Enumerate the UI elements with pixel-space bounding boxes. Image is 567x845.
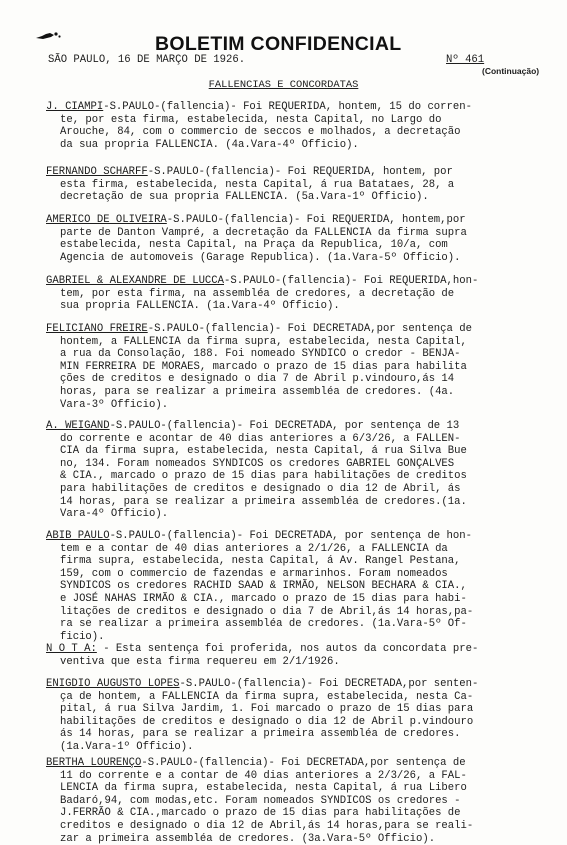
entry-name: ENIGDIO AUGUSTO LOPES: [46, 678, 180, 690]
entry-enigdio-augusto-lopes: [46, 678, 478, 754]
entry-line: LENCIA da firma supra, estabelecida, nesta Capital, á rua Libero: [60, 782, 467, 795]
entry-line: - Esta sentença foi proferida, nos autos da concordata pre-: [96, 643, 479, 655]
entry-line: ás 14 horas, para se realizar a primeira assembléa de credores.: [60, 728, 461, 741]
entry-line: -S.PAULO-(fallencia)- Foi REQUERIDA, hontem, por: [147, 166, 453, 178]
entry-line: 14 horas, para se realizar a primeira assembléa de credores.(1a.: [60, 495, 467, 508]
entry-line: firma supra, estabelecida, nesta Capital, á Av. Rangel Pestana,: [60, 555, 461, 568]
entry-abib-paulo: [46, 530, 473, 643]
entry-line: ventiva que esta firma requereu em 2/1/1926.: [60, 655, 340, 668]
entry-americo-de-oliveira: [46, 214, 467, 264]
entry-line: CIA da firma supra, estabelecida, nesta Capital, á rua Silva Bue: [60, 445, 467, 458]
entry-line: ra se realizar a primeira assembléa de credores. (1a.Vara-5º Of-: [60, 618, 467, 631]
entry-line: litações de creditos e designado o dia 7 de Abril,ás 14 horas,pa-: [60, 605, 474, 618]
note-label: N O T A:: [46, 643, 97, 655]
entry-line: pital, á rua Silva Jardim, 1. Foi marcado o prazo de 15 dias para: [60, 703, 474, 716]
entry-line: estabelecida, nesta Capital, na Praça da Republica, 10/a, com: [60, 239, 448, 252]
entry-line: esta firma, estabelecida, nesta Capital, á rua Batataes, 28, a: [60, 178, 455, 191]
entry-line: -S.PAULO-(fallencia)- Foi REQUERIDA, hontem, 15 do corren-: [103, 101, 472, 113]
entry-line: sua propria FALLENCIA. (1a.Vara-4º Officio).: [60, 300, 340, 313]
entry-name: AMERICO DE OLIVEIRA: [46, 214, 167, 226]
entry-line: Badaró,94, com modas,etc. Foram nomeados SYNDICOS os credores -: [60, 794, 461, 807]
entry-line: -S.PAULO-(fallencia)- Foi DECRETADA, por sentença de hon-: [109, 530, 472, 542]
entry-line: habilitações de creditos e designado o dia 12 de Abril p.vindouro: [60, 715, 474, 728]
entry-name: ABIB PAULO: [46, 530, 110, 542]
entry-line: ça de hontem, a FALLENCIA da firma supra, estabelecida, nesta Ca-: [60, 690, 474, 703]
entry-line: e JOSÉ NAHAS IRMÃO & CIA., marcado o prazo de 15 dias para habi-: [60, 592, 467, 605]
continuation-label: (Continuação): [482, 66, 540, 76]
entry-feliciano-freire: [46, 323, 472, 411]
entry-name: BERTHA LOURENÇO: [46, 757, 142, 769]
bulletin-number: Nº 461: [446, 54, 485, 66]
entry-line: ficio).: [60, 630, 105, 643]
document-title: BOLETIM CONFIDENCIAL: [155, 33, 402, 55]
entry-line: para habilitações de creditos e designado o dia 12 de Abril, ás: [60, 482, 461, 495]
entry-name: J. CIAMPI: [46, 101, 104, 113]
ink-blot-mark: [34, 30, 64, 42]
entry-line: zar a primeira assembléa de credores. (3a.Vara-5º Officio).: [60, 832, 436, 845]
entry-line: creditos e designado o dia 12 de Abril,ás 14 horas,para se reali-: [60, 819, 474, 832]
entry-line: -S.PAULO-(fallencia)- Foi DECRETADA,por sentença de: [141, 757, 466, 769]
entry-line: a rua da Consolação, 188. Foi nomeado SYNDICO o credor - BENJA-: [60, 348, 461, 361]
entry-line: tem e a contar de 40 dias anteriores a 2/1/26, a FALLENCIA da: [60, 542, 448, 555]
entry-j-ciampi: [46, 101, 472, 151]
entry-name: GABRIEL & ALEXANDRE DE LUCCA: [46, 275, 225, 287]
entry-line: MIN FERREIRA DE MORAES, marcado o prazo de 15 dias para habilita: [60, 360, 467, 373]
section-heading: FALLENCIAS E CONCORDATAS: [208, 79, 359, 91]
entry-line: & CIA., marcado o prazo de 15 dias para habilitações de creditos: [60, 470, 467, 483]
entry-name: FERNANDO SCHARFF: [46, 166, 148, 178]
entry-a-weigand: [46, 420, 467, 521]
entry-line: hontem, a FALLENCIA da firma supra, estabelecida, nesta Capital,: [60, 335, 467, 348]
entry-line: te, por esta firma, estabelecida, nesta Capital, no Largo do: [60, 113, 442, 126]
entry-nota: [46, 643, 478, 668]
entry-line: Vara-4º Officio).: [60, 508, 169, 521]
entry-line: -S.PAULO-(fallencia)- Foi DECRETADA, por sentença de 13: [109, 420, 460, 432]
place-and-date: SÃO PAULO, 16 DE MARÇO DE 1926.: [48, 54, 246, 66]
entry-line: -S.PAULO-(fallencia)- Foi DECRETADA,por sentença de: [147, 323, 472, 335]
entry-line: J.FERRÃO & CIA.,marcado o prazo de 15 dias para habilitações de: [60, 807, 461, 820]
entry-line: Arouche, 84, com o commercio de seccos e molhados, a decretação: [60, 126, 461, 139]
entry-line: do corrente e acontar de 40 dias anteriores a 6/3/26, a FALLEN-: [60, 432, 461, 445]
entry-line: -S.PAULO-(fallencia)- Foi REQUERIDA,hon-: [224, 275, 479, 287]
entry-line: (1a.Vara-1º Officio).: [60, 740, 194, 753]
entry-name: FELICIANO FREIRE: [46, 323, 148, 335]
entry-fernando-scharff: [46, 166, 454, 204]
entry-line: 159, com o commercio de fazendas e armarinhos. Foram nomeados: [60, 567, 448, 580]
entry-line: -S.PAULO-(fallencia)- Foi DECRETADA,por senten-: [179, 678, 479, 690]
entry-gabriel-alexandre-de-lucca: [46, 275, 478, 313]
entry-line: da sua propria FALLENCIA. (4a.Vara-4º Officio).: [60, 138, 359, 151]
entry-bertha-lourenco: [46, 757, 473, 845]
entry-line: 11 do corrente e a contar de 40 dias anteriores a 2/3/26, a FAL-: [60, 769, 467, 782]
entry-line: decretação de sua propria FALLENCIA. (5a.Vara-1º Officio).: [60, 191, 429, 204]
entry-line: horas, para se realizar a primeira assembléa de credores. (4a.: [60, 385, 455, 398]
entry-line: tem, por esta firma, na assembléa de credores, a decretação de: [60, 287, 455, 300]
entry-line: parte de Danton Vampré, a decretação da FALLENCIA da firma supra: [60, 226, 467, 239]
entry-line: -S.PAULO-(fallencia)- Foi REQUERIDA, hontem,por: [166, 214, 466, 226]
entry-line: Agencia de automoveis (Garage Republica). (1a.Vara-5º Officio).: [60, 251, 461, 264]
entry-line: ções de creditos e designado o dia 7 de Abril p.vindouro,ás 14: [60, 373, 455, 386]
entry-name: A. WEIGAND: [46, 420, 110, 432]
entry-line: Vara-3º Officio).: [60, 398, 169, 411]
entry-line: SYNDICOS os credores RACHID SAAD & IRMÃO, NELSON BECHARA & CIA.,: [60, 580, 467, 593]
entry-line: no, 134. Foram nomeados SYNDICOS os credores GABRIEL GONÇALVES: [60, 457, 455, 470]
